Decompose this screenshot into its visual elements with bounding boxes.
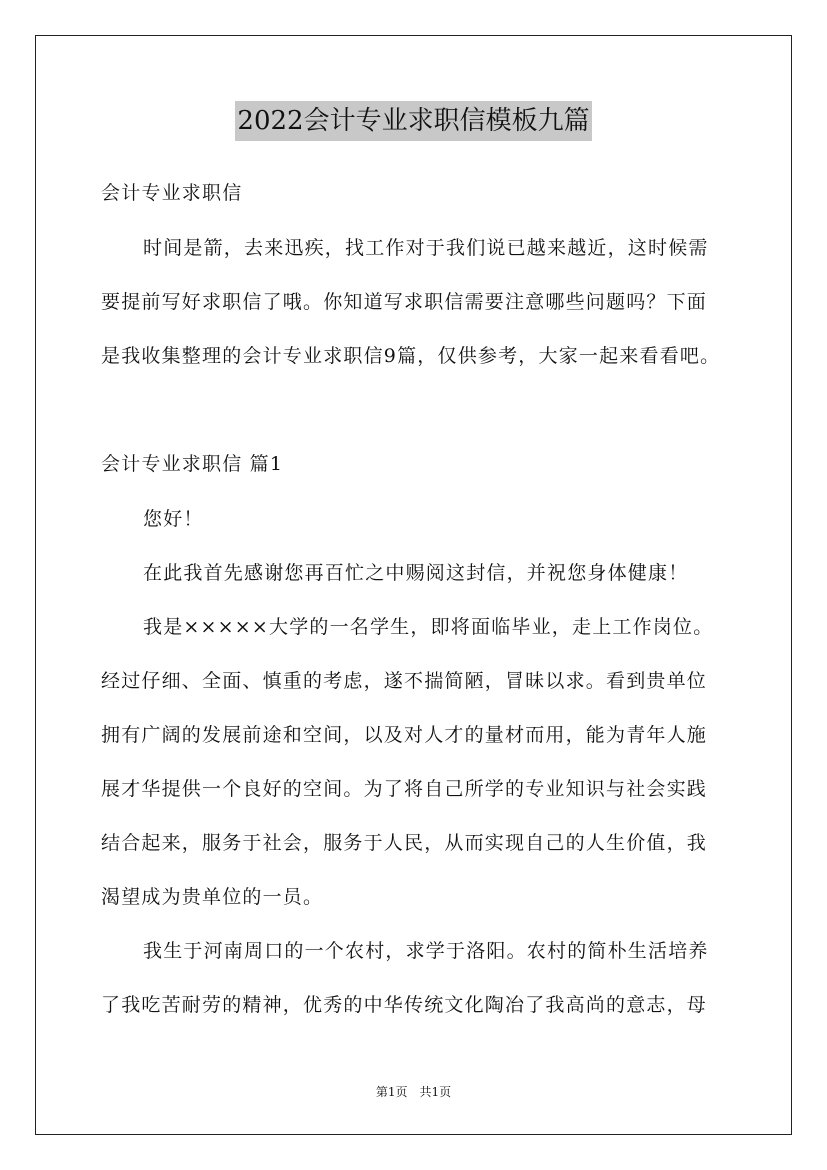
paragraph-line: 我生于河南周口的一个农村，求学于洛阳。农村的简朴生活培养 — [143, 940, 709, 962]
paragraph-line: 经过仔细、全面、慎重的考虑，遂不揣简陋，冒昧以求。看到贵单位 — [101, 670, 708, 692]
section-heading: 会计专业求职信 — [101, 182, 243, 204]
paragraph-line: 渴望成为贵单位的一员。 — [101, 886, 324, 908]
paragraph-line: 了我吃苦耐劳的精神，优秀的中华传统文化陶冶了我高尚的意志，母 — [101, 994, 708, 1016]
paragraph-line: 在此我首先感谢您再百忙之中赐阅这封信，并祝您身体健康！ — [143, 562, 689, 584]
section-heading: 会计专业求职信 篇1 — [101, 453, 284, 475]
paragraph-line: 我是×××××大学的一名学生，即将面临毕业，走上工作岗位。 — [143, 616, 714, 638]
paragraph-line: 时间是箭，去来迅疾，找工作对于我们说已越来越近，这时候需 — [143, 237, 709, 259]
paragraph-line: 展才华提供一个良好的空间。为了将自己所学的专业知识与社会实践 — [101, 778, 708, 800]
paragraph-line: 要提前写好求职信了哦。你知道写求职信需要注意哪些问题吗？下面 — [101, 291, 708, 313]
page-number-footer: 第1页 共1页 — [375, 1085, 452, 1099]
paragraph-line: 拥有广阔的发展前途和空间，以及对人才的量材而用，能为青年人施 — [101, 724, 708, 746]
document-title: 2022会计专业求职信模板九篇 — [235, 101, 591, 141]
title-container — [0, 101, 827, 141]
salutation: 您好！ — [143, 508, 204, 530]
paragraph-line: 是我收集整理的会计专业求职信9篇，仅供参考，大家一起来看看吧。 — [101, 345, 721, 367]
paragraph-line: 结合起来，服务于社会，服务于人民，从而实现自己的人生价值，我 — [101, 832, 708, 854]
